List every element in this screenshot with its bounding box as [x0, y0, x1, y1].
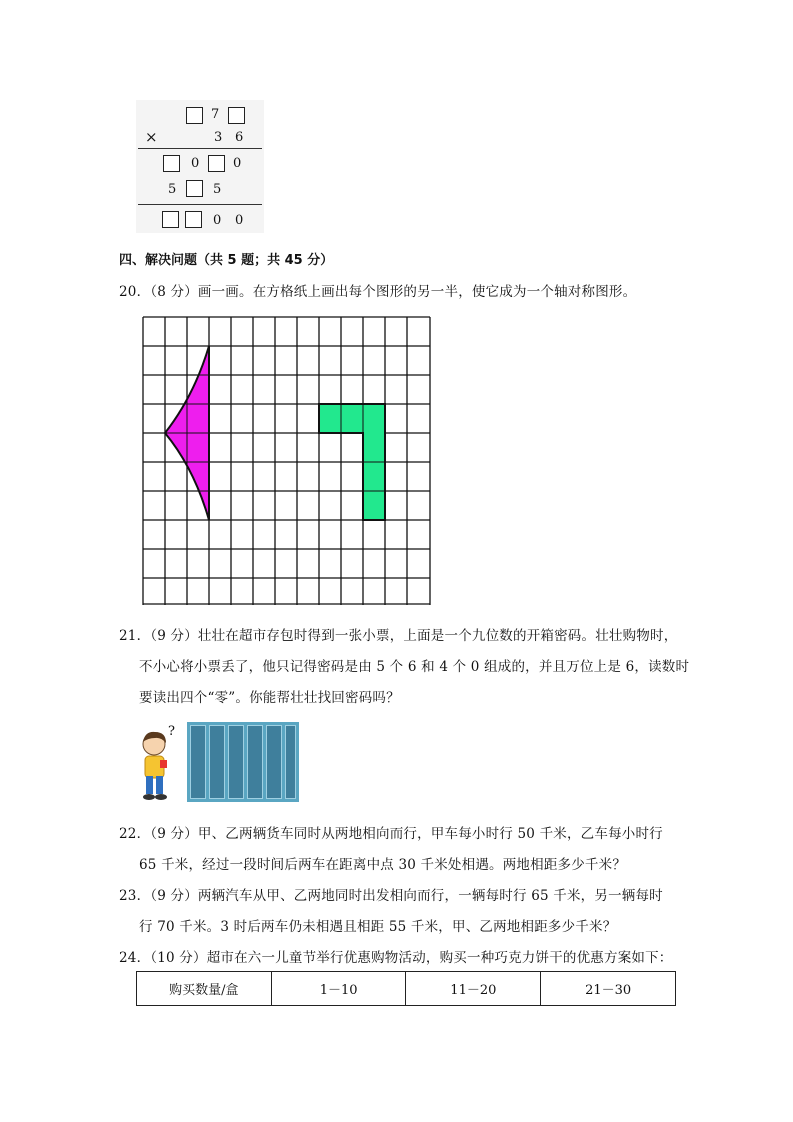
locker-column [228, 725, 244, 799]
boy-figure [135, 728, 175, 803]
question-mark: ? [168, 724, 175, 739]
grid-paper[interactable] [142, 316, 432, 606]
digit: 7 [211, 107, 220, 122]
question-21-line-3: 要读出四个“零”。你能帮壮壮找回密码吗？ [139, 690, 400, 706]
digit: 3 [214, 130, 223, 145]
discount-table [136, 971, 676, 1006]
digit: 0 [191, 156, 200, 171]
locker-cabinet [187, 722, 299, 802]
blank-box[interactable] [162, 211, 179, 228]
blank-box[interactable] [228, 107, 245, 124]
blank-box[interactable] [186, 107, 203, 124]
table-row [137, 972, 676, 1006]
table-header-cell: 购买数量/盒 [137, 972, 272, 1006]
multiplication-rule [138, 204, 262, 205]
locker-column [190, 725, 206, 799]
question-21-line-1: 21．（9 分）壮壮在超市存包时得到一张小票，上面是一个九位数的开箱密码。壮壮购物时， [119, 628, 678, 644]
question-23-line-1: 23．（9 分）两辆汽车从甲、乙两地同时出发相向而行，一辆每时行 65 千米，另一辆每时 [119, 888, 663, 904]
question-24-text: 24．（10 分）超市在六一儿童节举行优惠购物活动，购买一种巧克力饼干的优惠方案如下： [119, 950, 673, 966]
blank-box[interactable] [208, 155, 225, 172]
digit: 5 [168, 182, 177, 197]
question-22-line-2: 65 千米，经过一段时间后两车在距离中点 30 千米处相遇。两地相距多少千米？ [139, 857, 627, 873]
table-cell: 21－30 [541, 972, 676, 1006]
locker-column [209, 725, 225, 799]
table-cell: 1－10 [271, 972, 406, 1006]
question-23-line-2: 行 70 千米。3 时后两车仍未相遇且相距 55 千米，甲、乙两地相距多少千米？ [139, 919, 617, 935]
blank-box[interactable] [186, 180, 203, 197]
blank-box[interactable] [185, 211, 202, 228]
locker-column [247, 725, 263, 799]
locker-column [266, 725, 282, 799]
blank-box[interactable] [163, 155, 180, 172]
multiplication-rule [138, 148, 262, 149]
digit: 0 [213, 213, 222, 228]
question-20-text: 20．（8 分）画一画。在方格纸上画出每个图形的另一半，使它成为一个轴对称图形。 [119, 284, 637, 300]
digit: 0 [235, 213, 244, 228]
digit: 5 [213, 182, 222, 197]
digit: 6 [235, 130, 244, 145]
digit: 0 [233, 156, 242, 171]
table-cell: 11－20 [406, 972, 541, 1006]
question-21-line-2: 不小心将小票丢了，他只记得密码是由 5 个 6 和 4 个 0 组成的，并且万位上是 6，读数时 [139, 659, 690, 675]
locker-column [285, 725, 296, 799]
locker-illustration [135, 718, 305, 806]
section-heading: 四、解决问题（共 5 题；共 45 分） [119, 253, 334, 268]
question-22-line-1: 22．（9 分）甲、乙两辆货车同时从两地相向而行，甲车每小时行 50 千米，乙车每小时行 [119, 826, 663, 842]
multiply-operator: × [145, 128, 158, 146]
